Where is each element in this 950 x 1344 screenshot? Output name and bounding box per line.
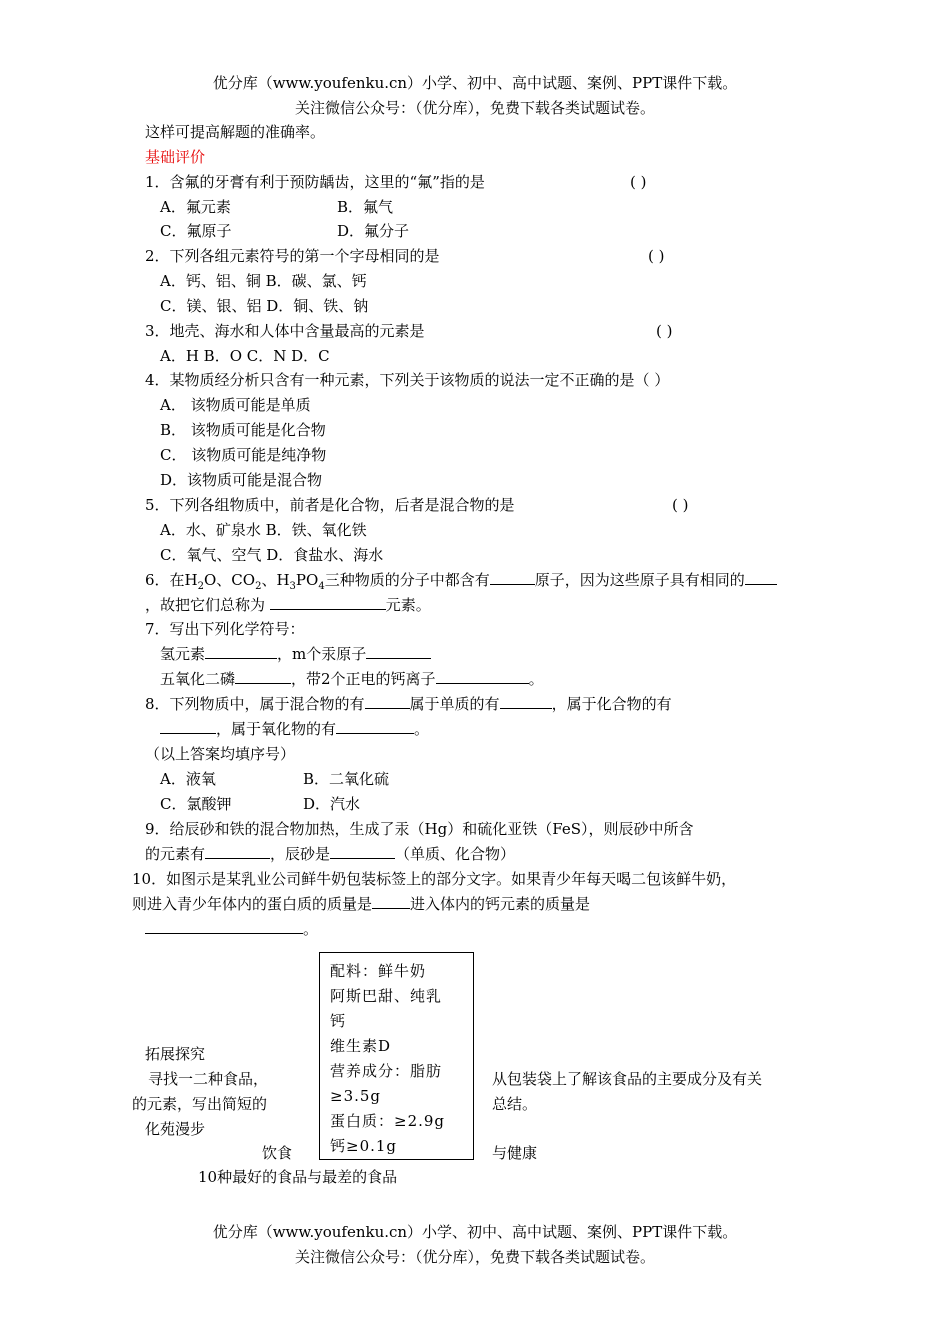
label-line: 维生素D [330, 1037, 392, 1055]
q7-blank-4[interactable] [436, 669, 529, 684]
garden-word-2: 与健康 [492, 1144, 538, 1162]
q4-stem: 4．某物质经分析只含有一种元素，下列关于该物质的说法一定不正确的是（ ） [145, 371, 670, 389]
q10-line2: 则进入青少年体内的蛋白质的质量是 进入体内的钙元素的质量是 [132, 895, 591, 913]
q9-blank-1[interactable] [205, 844, 270, 859]
q6-blank-1[interactable] [490, 570, 535, 585]
q7-blank-1[interactable] [205, 644, 277, 659]
label-line: 蛋白质：≥2.9g [330, 1112, 446, 1130]
q3-options: A．H B．O C．N D．C [160, 347, 330, 365]
q8-option-a: A．液氧 [160, 770, 216, 788]
q9-line1: 9．给辰砂和铁的混合物加热，生成了汞（Hg）和硫化亚铁（FeS），则辰砂中所含 [145, 820, 694, 838]
q10-line1: 10．如图示是某乳业公司鲜牛奶包装标签上的部分文字。如果青少年每天喝二包该鲜牛奶， [132, 870, 737, 888]
label-line: 钙≥0.1g [330, 1137, 398, 1155]
q3-stem: 3．地壳、海水和人体中含量最高的元素是 [145, 322, 425, 340]
q10-blank-1[interactable] [372, 894, 410, 909]
q8-line2: ，属于氧化物的有 。 [160, 718, 429, 740]
q5-options-row2: C．氧气、空气 D．食盐水、海水 [160, 546, 384, 564]
q3-paren: ( ) [656, 322, 673, 340]
footer-line-2: 关注微信公众号：（优分库），免费下载各类试题试卷。 [294, 1248, 655, 1266]
garden-subtitle: 10种最好的食品与最差的食品 [198, 1168, 398, 1186]
q8-blank-4[interactable] [336, 719, 414, 734]
q6-blank-3[interactable] [270, 595, 386, 610]
header-line-1: 优分库（www.youfenku.cn）小学、初中、高中试题、案例、PPT课件下载。 [212, 74, 738, 92]
q7-blank-3[interactable] [235, 669, 291, 684]
q1-option-c: C．氟原子 [160, 222, 232, 240]
q1-option-a: A．氟元素 [160, 198, 231, 216]
q1-stem: 1．含氟的牙膏有利于预防龋齿，这里的“氟”指的是 [145, 173, 485, 191]
q9-line2: 的元素有 ，辰砂是 （单质、化合物） [145, 845, 516, 863]
q8-note: （以上答案均填序号） [145, 745, 296, 763]
q2-options-row2: C．镁、银、铝 D．铜、铁、钠 [160, 297, 369, 315]
q6-line2: ，故把它们总称为 元素。 [145, 596, 431, 614]
q1-option-d: D．氟分子 [337, 222, 410, 240]
q8-line1: 8．下列物质中，属于混合物的有 属于单质的有 ，属于化合物的有 [145, 695, 672, 713]
q8-blank-1[interactable] [365, 694, 410, 709]
q2-options-row1: A．钙、铝、铜 B．碳、氯、钙 [160, 272, 367, 290]
q4-option-d: D．该物质可能是混合物 [160, 471, 323, 489]
expand-line2-left: 的元素，写出简短的 [132, 1095, 268, 1113]
q1-option-b: B．氟气 [337, 198, 394, 216]
q6-blank-2[interactable] [745, 570, 777, 585]
q7-blank-2[interactable] [366, 644, 431, 659]
label-line: ≥3.5g [330, 1087, 382, 1105]
q9-blank-2[interactable] [330, 844, 395, 859]
q5-stem: 5．下列各组物质中，前者是化合物，后者是混合物的是 [145, 496, 515, 514]
q8-blank-2[interactable] [500, 694, 552, 709]
intro-text: 这样可提高解题的准确率。 [145, 123, 326, 141]
q4-option-a: A． 该物质可能是单质 [160, 396, 311, 414]
q2-stem: 2．下列各组元素符号的第一个字母相同的是 [145, 247, 440, 265]
section-heading-basic: 基础评价 [145, 148, 206, 166]
q1-paren: ( ) [630, 173, 647, 191]
label-line: 配料：鲜牛奶 [330, 962, 427, 980]
q8-option-d: D．汽水 [303, 795, 361, 813]
garden-word-1: 饮食 [262, 1144, 293, 1162]
expand-line1-left: 寻找一二种食品， [148, 1070, 269, 1088]
q10-blank-2[interactable] [145, 919, 303, 934]
q2-paren: ( ) [648, 247, 665, 265]
q5-paren: ( ) [672, 496, 689, 514]
q4-option-c: C． 该物质可能是纯净物 [160, 446, 327, 464]
expand-line1-right: 从包装袋上了解该食品的主要成分及有关 [492, 1070, 763, 1088]
label-line: 营养成分：脂肪 [330, 1062, 443, 1080]
q10-line3: 。 [145, 918, 318, 940]
q5-options-row1: A．水、矿泉水 B．铁、氧化铁 [160, 521, 367, 539]
q7-stem: 7．写出下列化学符号： [145, 620, 305, 638]
expand-line2-right: 总结。 [492, 1095, 538, 1113]
section-heading-garden: 化苑漫步 [145, 1120, 206, 1138]
q4-option-b: B． 该物质可能是化合物 [160, 421, 326, 439]
milk-label-box [319, 952, 474, 1160]
section-heading-expand: 拓展探究 [145, 1045, 206, 1063]
q7-row2: 五氧化二磷 ，带2个正电的钙离子 。 [160, 670, 544, 688]
q8-option-c: C．氯酸钾 [160, 795, 232, 813]
header-line-2: 关注微信公众号：（优分库），免费下载各类试题试卷。 [294, 99, 655, 117]
q8-blank-3[interactable] [160, 719, 216, 734]
q7-row1: 氢元素 ，m个汞原子 [160, 643, 431, 665]
footer-line-1: 优分库（www.youfenku.cn）小学、初中、高中试题、案例、PPT课件下载。 [212, 1223, 738, 1241]
label-line: 阿斯巴甜、纯乳 [330, 987, 443, 1005]
q8-option-b: B．二氧化硫 [303, 770, 390, 788]
label-line: 钙 [330, 1012, 347, 1030]
q6-line1: 6．在$H_2O$、$CO_2$、$H_3PO_4$三种物质的分子中都含有 原子，因为这些原子具有相同的 [145, 569, 777, 591]
